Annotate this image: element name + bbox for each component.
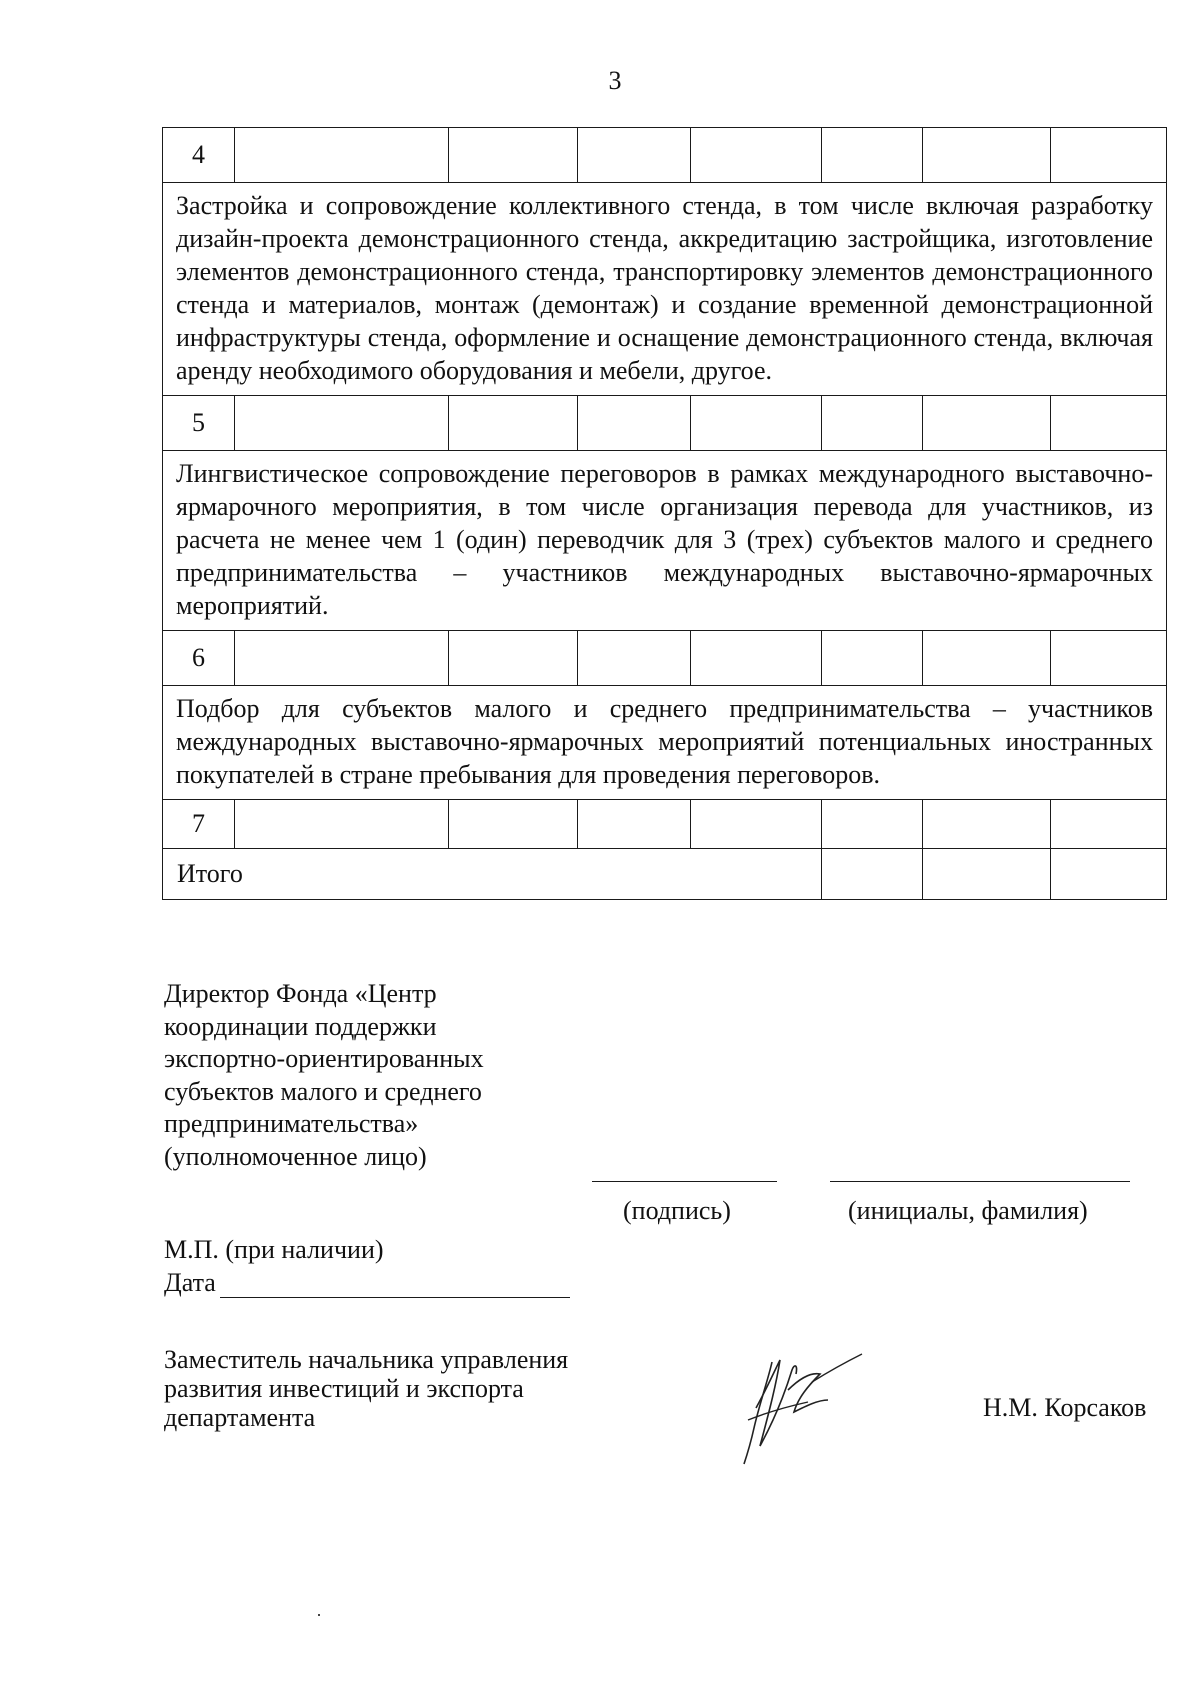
row-number: 7: [163, 800, 235, 849]
empty-cell: [1051, 631, 1167, 686]
signer-name: Н.М. Корсаков: [983, 1393, 1147, 1422]
name-caption: (инициалы, фамилия): [848, 1196, 1088, 1225]
empty-cell: [691, 800, 822, 849]
empty-cell: [822, 849, 923, 900]
signature-caption: (подпись): [623, 1196, 731, 1225]
handwritten-signature: [738, 1350, 868, 1468]
table-row: [163, 128, 1167, 183]
expense-table: [162, 127, 1167, 900]
empty-cell: [822, 631, 923, 686]
description-row: [163, 183, 1167, 396]
empty-cell: [822, 396, 923, 451]
row-description: Подбор для субъектов малого и среднего предпринимательства – участников международных выставочно-ярмарочных мероприятий потенциальных иностранных покупателей в стране пребывания для проведения переговоров.: [163, 686, 1167, 800]
empty-cell: [235, 396, 449, 451]
date-line: [220, 1273, 570, 1298]
signature-line: [592, 1181, 777, 1182]
director-line: координации поддержки: [164, 1011, 437, 1041]
row-number: 4: [163, 128, 235, 183]
table-row: [163, 800, 1167, 849]
page-number: 3: [608, 66, 622, 95]
empty-cell: [578, 631, 691, 686]
empty-cell: [923, 631, 1051, 686]
empty-cell: [449, 631, 578, 686]
director-line: Директор Фонда «Центр: [164, 979, 437, 1008]
name-line: [830, 1181, 1130, 1182]
row-description: Застройка и сопровождение коллективного стенда, в том числе включая разработку дизайн-проекта демонстрационного стенда, аккредитацию застройщика, изготовление элементов демонстрационного стенда, транспортировку элементов демонстрационного стенда и материалов, монтаж (демонтаж) и создание временной демонстрационной инфраструктуры стенда, оформление и оснащение демонстрационного стенда, включая аренду необходимого оборудования и мебели, другое.: [163, 183, 1167, 396]
description-row: [163, 686, 1167, 800]
empty-cell: [449, 396, 578, 451]
table-row: [163, 631, 1167, 686]
empty-cell: [235, 631, 449, 686]
date-field: [164, 1268, 570, 1298]
empty-cell: [449, 800, 578, 849]
total-row: [163, 849, 1167, 900]
empty-cell: [1051, 849, 1167, 900]
empty-cell: [822, 128, 923, 183]
deputy-line: Заместитель начальника управления: [164, 1345, 569, 1374]
empty-cell: [449, 128, 578, 183]
empty-cell: [1051, 800, 1167, 849]
empty-cell: [235, 128, 449, 183]
row-number: 6: [163, 631, 235, 686]
empty-cell: [691, 631, 822, 686]
empty-cell: [578, 800, 691, 849]
deputy-block: [164, 1345, 568, 1432]
table-row: [163, 396, 1167, 451]
deputy-line: развития инвестиций и экспорта: [164, 1374, 524, 1403]
empty-cell: [923, 128, 1051, 183]
director-line: экспортно-ориентированных: [164, 1044, 484, 1073]
empty-cell: [923, 396, 1051, 451]
deputy-line: департамента: [164, 1403, 316, 1432]
row-number: 5: [163, 396, 235, 451]
stamp-label: М.П. (при наличии): [164, 1235, 384, 1264]
empty-cell: [1051, 128, 1167, 183]
empty-cell: [822, 800, 923, 849]
empty-cell: [235, 800, 449, 849]
director-line: (уполномоченное лицо): [164, 1141, 427, 1171]
scan-speck: [318, 1614, 320, 1616]
director-line: субъектов малого и среднего: [164, 1076, 482, 1106]
empty-cell: [691, 128, 822, 183]
empty-cell: [923, 800, 1051, 849]
date-label: Дата: [164, 1268, 216, 1297]
total-label: Итого: [163, 849, 822, 900]
empty-cell: [1051, 396, 1167, 451]
empty-cell: [578, 396, 691, 451]
director-line: предпринимательства»: [164, 1109, 419, 1138]
empty-cell: [923, 849, 1051, 900]
row-description: Лингвистическое сопровождение переговоров в рамках международного выставочно-ярмарочного мероприятия, в том числе организация перевода для участников, из расчета не менее чем 1 (один) переводчик для 3 (трех) субъектов малого и среднего предпринимательства – участников международных выставочно-ярмарочных мероприятий.: [163, 451, 1167, 631]
description-row: [163, 451, 1167, 631]
empty-cell: [691, 396, 822, 451]
empty-cell: [578, 128, 691, 183]
director-block: [164, 978, 484, 1173]
